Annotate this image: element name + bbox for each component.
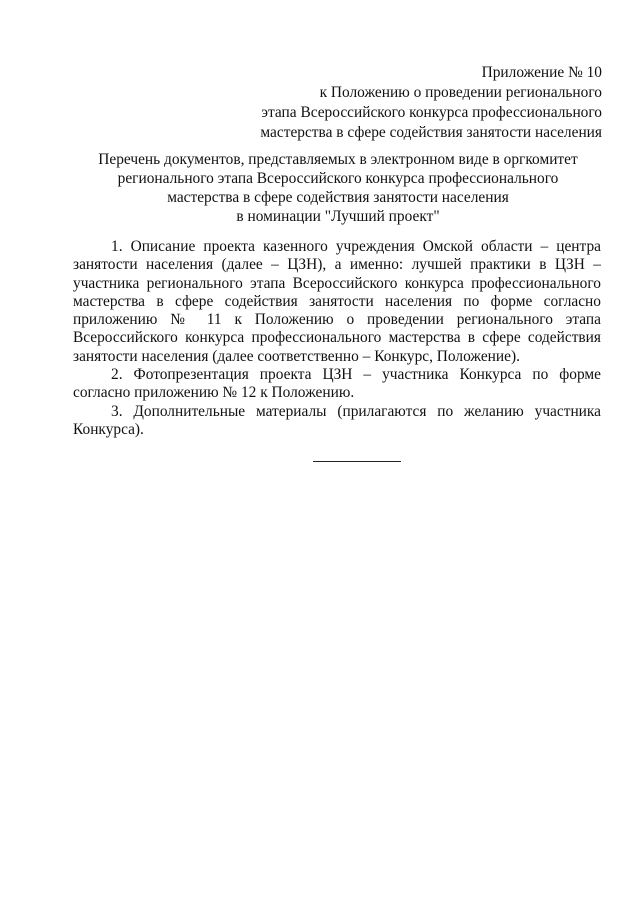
appendix-number: Приложение № 10 [481, 64, 602, 81]
list-item: 2. Фотопрезентация проекта ЦЗН – участника Конкурса по форме согласно приложению № 12 к Положению. [73, 366, 601, 402]
appendix-reference-line: этапа Всероссийского конкурса профессионального [261, 104, 602, 121]
end-divider [313, 461, 401, 462]
title-line: Перечень документов, представляемых в электронном виде в оргкомитет [98, 151, 578, 168]
appendix-header [242, 63, 602, 143]
appendix-reference-line: мастерства в сфере содействия занятости населения [260, 124, 602, 141]
title-line: в номинации "Лучший проект" [236, 208, 440, 225]
list-item: 1. Описание проекта казенного учреждения Омской области – центра занятости населения (далее – ЦЗН), а именно: лучшей практики в ЦЗН – участника регионального этапа Всероссийского конкурса профессионального мастерства в сфере содействия занятости населения по форме согласно приложению № 11 к Положению о проведении регионального этапа Всероссийского конкурса профессионального мастерства в сфере содействия занятости населения (далее соответственно – Конкурс, Положение). [73, 238, 601, 365]
title-line: регионального этапа Всероссийского конкурса профессионального [117, 170, 559, 187]
list-item: 3. Дополнительные материалы (прилагаются по желанию участника Конкурса). [73, 402, 601, 438]
document-title [68, 150, 608, 226]
appendix-reference-line: к Положению о проведении регионального [319, 84, 602, 101]
title-line: мастерства в сфере содействия занятости населения [167, 189, 509, 206]
document-list [73, 238, 601, 439]
